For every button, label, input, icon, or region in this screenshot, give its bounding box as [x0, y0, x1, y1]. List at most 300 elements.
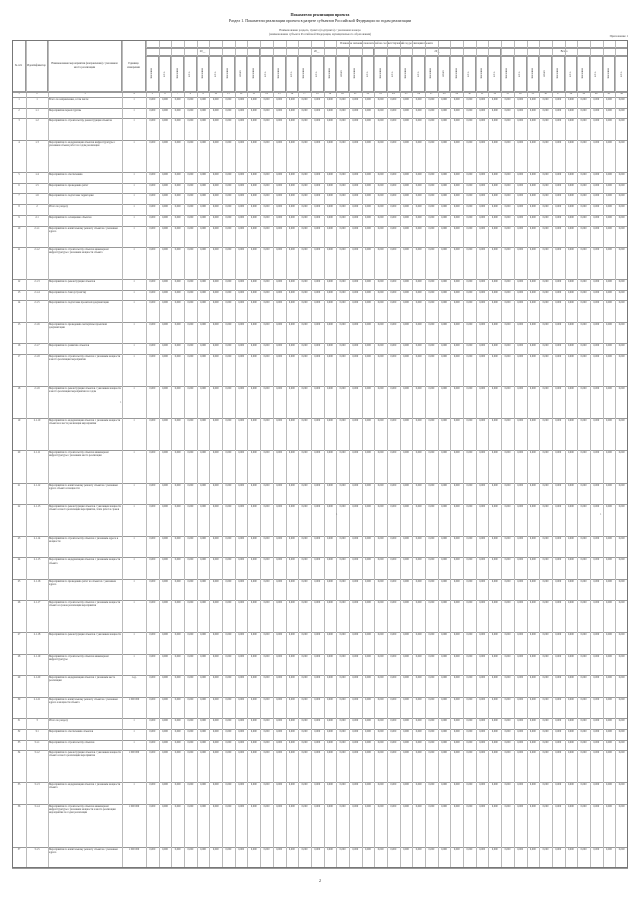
row-value: 0,000	[174, 140, 181, 144]
row-value: 0,000	[567, 194, 574, 198]
row-value: 0,000	[428, 558, 435, 562]
row-value: 0,000	[542, 504, 549, 508]
row-value: 0,000	[555, 601, 562, 605]
header-subcolumn	[387, 56, 400, 92]
row-value: 0,000	[517, 194, 524, 198]
row-value: 0,000	[453, 483, 460, 487]
row-value: 0,000	[174, 558, 181, 562]
row-value: 0,000	[288, 719, 295, 723]
row-value: 0,000	[276, 504, 283, 508]
row-value: 0,000	[238, 729, 245, 733]
row-value: 0,000	[390, 804, 397, 808]
row-value: 0,000	[212, 537, 219, 541]
row-value: 0,000	[174, 355, 181, 358]
row-value: 0,000	[441, 601, 447, 605]
column-divider	[324, 40, 325, 868]
row-value: 0,000	[238, 579, 245, 583]
row-value: 0,000	[428, 280, 435, 284]
row-value: 0,000	[606, 676, 612, 680]
row-value: 0,000	[466, 783, 473, 787]
row-value: 0,000	[187, 98, 194, 101]
row-value: 0,000	[174, 537, 181, 541]
row-value: 0,000	[339, 226, 346, 230]
row-value: 0,000	[365, 579, 371, 583]
row-value: 0,000	[276, 172, 283, 176]
row-value: 0,000	[326, 387, 333, 391]
row-value: 0,000	[491, 290, 498, 294]
row-value: 0,000	[517, 419, 524, 423]
row-value: 0,000	[466, 301, 473, 305]
header-subcolumn-label: значение	[429, 68, 433, 79]
row-value: 0,000	[200, 226, 206, 230]
row-value: 0,000	[149, 483, 156, 487]
row-value: 0,000	[555, 344, 562, 348]
row-value: 0,000	[441, 355, 447, 358]
row-value: 0,000	[352, 419, 359, 423]
row-value: 0,000	[606, 215, 612, 219]
row-value: 0,000	[238, 751, 245, 755]
row-value: 0,000	[529, 98, 536, 101]
row-value: 0,000	[212, 344, 219, 348]
row-identifier: 1.1	[35, 108, 39, 112]
row-value: 0,000	[390, 247, 397, 251]
row-value: 0,000	[339, 280, 346, 284]
table-row	[12, 483, 628, 504]
header-subcolumn-label: значение	[353, 68, 357, 79]
row-value: 0,000	[390, 719, 397, 723]
row-value: 0,000	[618, 451, 625, 455]
row-value: 0,000	[365, 537, 371, 541]
row-value: 0,000	[618, 172, 625, 176]
column-divider	[184, 40, 185, 868]
row-value: 0,000	[263, 322, 270, 326]
row-value: 0,000	[314, 751, 321, 755]
row-value: 0,000	[542, 247, 549, 251]
row-value: 0,000	[504, 697, 511, 701]
row-value: 0,000	[377, 344, 384, 348]
header-subcolumn	[577, 56, 590, 92]
row-value: 0,000	[352, 751, 359, 755]
row-value: 0,000	[326, 140, 333, 144]
margin-mark: 1	[336, 512, 338, 516]
row-value: 0,000	[339, 751, 346, 755]
column-divider	[476, 40, 477, 868]
row-value: 0,000	[212, 419, 219, 423]
row-value: 0,000	[187, 558, 194, 562]
row-value: 0,000	[365, 205, 371, 209]
row-value: 0,000	[618, 194, 625, 198]
row-value: 0,000	[415, 419, 422, 423]
row-value: 0,000	[567, 537, 574, 541]
row-value: 0,000	[314, 419, 321, 423]
row-value: 0,000	[606, 183, 612, 187]
row-value: 0,000	[567, 344, 574, 348]
row-value: 0,000	[441, 98, 447, 101]
row-value: 0,000	[403, 215, 409, 219]
row-value: 0,000	[288, 419, 295, 423]
row-value: 0,000	[428, 290, 435, 294]
row-value: 0,000	[365, 719, 371, 723]
row-unit: 1 000 000	[128, 847, 140, 851]
row-value: 0,000	[377, 140, 384, 144]
row-value: 0,000	[403, 504, 409, 508]
row-value: 0,000	[504, 322, 511, 326]
row-value: 0,000	[174, 633, 181, 637]
row-value: 0,000	[453, 579, 460, 583]
row-value: 0,000	[415, 140, 422, 144]
row-value: 0,000	[606, 290, 612, 294]
row-value: 0,000	[276, 654, 283, 658]
column-number: 27	[430, 92, 433, 95]
row-value: 0,000	[529, 205, 536, 209]
row-value: 0,000	[479, 601, 486, 605]
row-value: 0,000	[238, 537, 245, 541]
column-divider	[298, 40, 299, 868]
row-value: 0,000	[403, 419, 409, 423]
column-divider	[603, 40, 604, 868]
document-subtitle: Раздел 1. Показатели реализации проекта в разрезе субъектов Российской Федерации по годам реализации	[228, 18, 412, 23]
row-value: 0,000	[390, 98, 397, 101]
row-value: 0,000	[415, 451, 422, 455]
row-value: 0,000	[377, 579, 384, 583]
row-value: 0,000	[149, 140, 156, 144]
row-value: 0,000	[174, 483, 181, 487]
row-value: 0,000	[567, 451, 574, 455]
row-value: 0,000	[339, 633, 346, 637]
row-value: 0,000	[276, 205, 283, 209]
row-value: 0,000	[441, 676, 447, 680]
row-value: 0,000	[288, 654, 295, 658]
row-value: 0,000	[162, 676, 168, 680]
row-identifier: 3	[36, 719, 38, 723]
row-value: 0,000	[314, 697, 321, 701]
row-value: 0,000	[225, 783, 232, 787]
row-value: 0,000	[466, 804, 473, 808]
row-value: 0,000	[200, 280, 206, 284]
row-value: 0,000	[580, 579, 587, 583]
row-value: 0,000	[479, 676, 486, 680]
row-value: 0,000	[593, 504, 600, 508]
row-value: 0,000	[225, 280, 232, 284]
row-value: 0,000	[491, 654, 498, 658]
row-value: 0,000	[542, 119, 549, 123]
row-value: 0,000	[415, 697, 422, 701]
row-unit: 1	[133, 504, 135, 508]
row-value: 0,000	[288, 247, 295, 251]
row-value: 0,000	[212, 119, 219, 123]
row-value: 0,000	[288, 344, 295, 348]
row-value: 0,000	[339, 558, 346, 562]
table-row	[12, 204, 628, 215]
row-name: Мероприятия по капитальному ремонту объектов с указанием адреса	[49, 226, 118, 233]
row-value: 0,000	[326, 783, 333, 787]
row-value: 0,000	[225, 451, 232, 455]
row-value: 0,000	[212, 247, 219, 251]
row-value: 0,000	[326, 633, 333, 637]
row-value: 0,000	[428, 483, 435, 487]
row-value: 0,000	[441, 119, 447, 123]
row-value: 0,000	[352, 344, 359, 348]
row-value: 0,000	[593, 322, 600, 326]
row-value: 0,000	[162, 537, 168, 541]
header-subcolumn	[171, 56, 184, 92]
row-value: 0,000	[504, 355, 511, 358]
header-subcolumn-label: итого	[543, 70, 547, 77]
row-value: 0,000	[555, 140, 562, 144]
table-row	[12, 697, 628, 718]
row-value: 0,000	[441, 451, 447, 455]
row-value: 0,000	[441, 697, 447, 701]
row-number: 1	[18, 98, 20, 101]
row-value: 0,000	[301, 301, 308, 305]
row-value: 0,000	[326, 183, 333, 187]
row-value: 0,000	[301, 633, 308, 637]
row-value: 0,000	[479, 537, 486, 541]
row-value: 0,000	[580, 247, 587, 251]
row-value: 0,000	[276, 729, 283, 733]
row-value: 0,000	[504, 504, 511, 508]
row-value: 0,000	[491, 280, 498, 284]
header-subcolumn	[425, 56, 438, 92]
row-number: 24	[17, 558, 21, 562]
row-value: 0,000	[606, 783, 612, 787]
row-value: 0,000	[238, 194, 245, 198]
row-value: 0,000	[491, 344, 498, 348]
header-subcolumn-label: значение	[378, 68, 382, 79]
row-value: 0,000	[390, 183, 397, 187]
header-subcolumn-label: в т.ч.	[365, 70, 369, 77]
row-value: 0,000	[276, 355, 283, 358]
row-value: 0,000	[301, 108, 308, 112]
row-value: 0,000	[491, 451, 498, 455]
header-subcolumn-label: в т.ч.	[416, 70, 420, 77]
row-value: 0,000	[593, 558, 600, 562]
column-number: 40	[594, 92, 598, 95]
row-value: 0,000	[263, 140, 270, 144]
row-value: 0,000	[403, 226, 409, 230]
row-value: 0,000	[377, 537, 384, 541]
column-number: 36	[544, 92, 547, 95]
row-value: 0,000	[567, 419, 574, 423]
row-value: 0,000	[542, 344, 549, 348]
row-value: 0,000	[301, 579, 308, 583]
header-divider	[146, 56, 628, 57]
row-name: Мероприятия по строительству объектов инженерной инфраструктуры с указанием места реализации	[49, 451, 109, 458]
row-value: 0,000	[567, 172, 574, 176]
row-value: 0,000	[453, 119, 460, 123]
row-value: 0,000	[466, 355, 473, 358]
row-unit: 1	[133, 387, 135, 391]
row-identifier: 2	[36, 205, 38, 209]
row-value: 0,000	[415, 751, 422, 755]
row-value: 0,000	[212, 783, 219, 787]
column-divider	[488, 40, 489, 868]
row-value: 0,000	[529, 344, 536, 348]
row-value: 0,000	[314, 719, 321, 723]
row-unit: 1	[133, 140, 135, 144]
row-value: 0,000	[491, 697, 498, 701]
row-value: 0,000	[491, 322, 498, 326]
row-value: 0,000	[479, 301, 486, 305]
row-value: 0,000	[504, 740, 511, 744]
row-value: 0,000	[517, 537, 524, 541]
row-value: 0,000	[466, 451, 473, 455]
row-value: 0,000	[352, 172, 359, 176]
row-value: 0,000	[250, 633, 257, 637]
row-value: 0,000	[200, 847, 206, 851]
row-value: 0,000	[352, 322, 359, 326]
row-value: 0,000	[390, 280, 397, 284]
row-value: 0,000	[453, 140, 460, 144]
row-value: 0,000	[390, 108, 397, 112]
row-value: 0,000	[326, 847, 333, 851]
row-value: 0,000	[377, 280, 384, 284]
row-value: 0,000	[225, 247, 232, 251]
row-unit: 1	[133, 119, 135, 123]
row-value: 0,000	[593, 355, 600, 358]
row-value: 0,000	[276, 483, 283, 487]
row-value: 0,000	[567, 783, 574, 787]
row-value: 0,000	[555, 247, 562, 251]
row-value: 0,000	[403, 558, 409, 562]
row-value: 0,000	[441, 579, 447, 583]
row-value: 0,000	[542, 451, 549, 455]
row-value: 0,000	[428, 205, 435, 209]
row-unit: 1	[133, 537, 135, 541]
table-row	[12, 108, 628, 119]
row-value: 0,000	[479, 483, 486, 487]
row-value: 0,000	[352, 205, 359, 209]
row-value: 0,000	[593, 119, 600, 123]
row-value: 0,000	[529, 119, 536, 123]
row-value: 0,000	[580, 847, 587, 851]
row-unit: 1	[133, 108, 135, 112]
header-subcolumn-label: в т.ч.	[315, 70, 319, 77]
row-value: 0,000	[352, 451, 359, 455]
row-value: 0,000	[238, 215, 245, 219]
header-subcolumn-label: в т.ч.	[492, 70, 496, 77]
row-value: 0,000	[453, 729, 460, 733]
row-value: 0,000	[365, 847, 371, 851]
row-value: 0,000	[479, 172, 486, 176]
row-value: 0,000	[453, 183, 460, 187]
row-value: 0,000	[403, 740, 409, 744]
row-value: 0,000	[567, 633, 574, 637]
column-number: 26	[417, 92, 420, 95]
row-value: 0,000	[200, 387, 206, 391]
row-value: 0,000	[529, 804, 536, 808]
row-value: 0,000	[555, 301, 562, 305]
row-value: 0,000	[504, 194, 511, 198]
row-value: 0,000	[365, 322, 371, 326]
table-row	[12, 118, 628, 139]
row-value: 0,000	[365, 697, 371, 701]
row-value: 0,000	[238, 633, 245, 637]
row-value: 0,000	[567, 719, 574, 723]
row-value: 0,000	[250, 697, 257, 701]
row-value: 0,000	[149, 729, 156, 733]
row-number: 2	[18, 108, 20, 112]
row-value: 0,000	[352, 633, 359, 637]
row-value: 0,000	[212, 355, 219, 358]
row-identifier: 2.1.1	[34, 226, 40, 230]
row-value: 0,000	[162, 205, 168, 209]
row-value: 0,000	[555, 558, 562, 562]
row-value: 0,000	[479, 633, 486, 637]
row-value: 0,000	[314, 247, 321, 251]
row-value: 0,000	[276, 451, 283, 455]
row-value: 0,000	[529, 451, 536, 455]
column-divider	[463, 40, 464, 868]
row-value: 0,000	[390, 729, 397, 733]
row-value: 0,000	[606, 537, 612, 541]
row-value: 0,000	[606, 740, 612, 744]
row-value: 0,000	[441, 322, 447, 326]
row-value: 0,000	[390, 140, 397, 144]
row-number: 6	[18, 183, 20, 187]
row-value: 0,000	[225, 108, 232, 112]
row-value: 0,000	[276, 601, 283, 605]
row-value: 0,000	[288, 804, 295, 808]
row-value: 0,000	[466, 290, 473, 294]
row-value: 0,000	[200, 654, 206, 658]
row-value: 0,000	[352, 387, 359, 391]
row-value: 0,000	[504, 579, 511, 583]
row-value: 0,000	[200, 783, 206, 787]
row-value: 0,000	[314, 355, 321, 358]
row-value: 0,000	[504, 633, 511, 637]
row-value: 0,000	[326, 483, 333, 487]
row-value: 0,000	[606, 579, 612, 583]
row-value: 0,000	[593, 633, 600, 637]
header-year: 20__	[374, 48, 501, 56]
row-value: 0,000	[263, 558, 270, 562]
row-value: 0,000	[314, 654, 321, 658]
row-value: 0,000	[441, 247, 447, 251]
column-number: 6	[164, 92, 166, 95]
row-value: 0,000	[542, 558, 549, 562]
row-value: 0,000	[491, 119, 498, 123]
row-value: 0,000	[428, 215, 435, 219]
column-number: 32	[493, 92, 497, 95]
table-row	[12, 450, 628, 482]
column-number: 30	[468, 92, 471, 95]
row-value: 0,000	[618, 140, 625, 144]
row-value: 0,000	[555, 451, 562, 455]
row-value: 0,000	[225, 344, 232, 348]
row-value: 0,000	[263, 419, 270, 423]
table-row	[12, 847, 628, 868]
row-name: Мероприятия по модернизации объектов с указанием мощности объекта	[49, 558, 121, 565]
row-value: 0,000	[567, 247, 574, 251]
row-value: 0,000	[326, 751, 333, 755]
row-name: Мероприятия по капитальному ремонту объектов с указанием адреса и мощности объекта	[49, 697, 118, 704]
row-identifier: 2.1.9	[34, 387, 40, 391]
row-value: 0,000	[288, 729, 295, 733]
row-value: 0,000	[301, 847, 308, 851]
row-value: 0,000	[377, 226, 384, 230]
row-value: 0,000	[606, 729, 612, 733]
row-value: 0,000	[250, 729, 257, 733]
row-value: 0,000	[415, 579, 422, 583]
header-subcolumn	[286, 56, 299, 92]
row-value: 0,000	[542, 804, 549, 808]
row-value: 0,000	[453, 215, 460, 219]
column-divider	[286, 40, 287, 868]
row-value: 0,000	[517, 579, 524, 583]
row-value: 0,000	[504, 215, 511, 219]
row-value: 0,000	[352, 247, 359, 251]
